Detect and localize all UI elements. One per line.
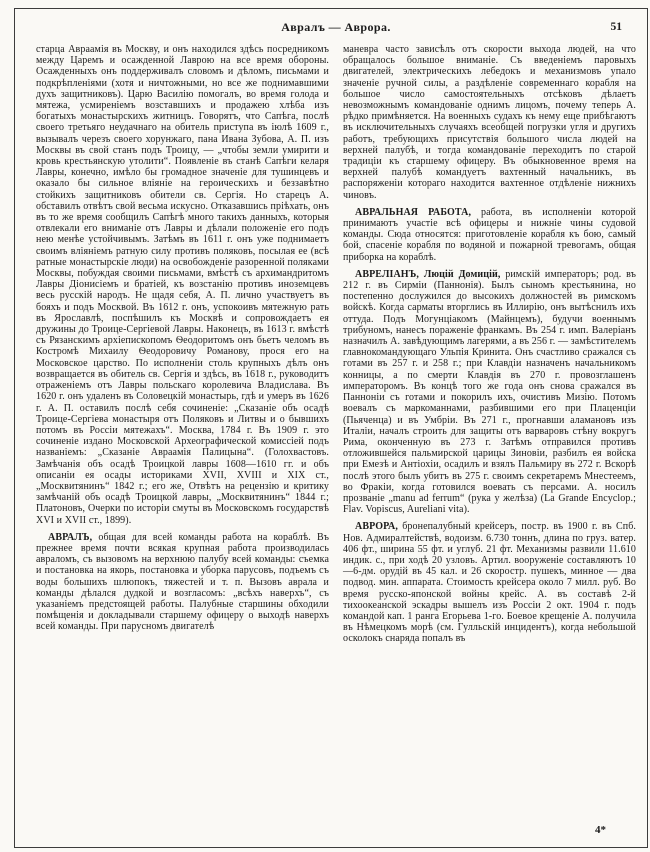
entry-body: бронепалубный крейсеръ, постр. въ 1900 г. въ Спб. Нов. Адмиралтействѣ, водоизм. 6.730 тоннъ, длина по груз. ватер. 406 фт., ширина 55 фт. и углуб. 21 фт. Механизмы развили 11.610 индик. с., при ходѣ 20 узловъ. Артил. вооруженіе составляютъ 10—6-дм. орудій въ 45 кал. и 26 скоростр. пушекъ, минное — два подвод. мин. аппарата. Стоимость крейсера около 7 милл. руб. Во время русско-японской войны крейс. А. въ составѣ 2-й тихоокеанской эскадры вышелъ изъ Россіи 2 окт. 1904 г. подъ командой кап. 1 ранга Егорьева 1-го. Боевое крещеніе А. получила въ Нѣмецкомъ морѣ (см. Гулльскій инцидентъ), когда небольшой осколокъ снаряда попалъ въ — [343, 521, 636, 645]
entry-body: римскій императоръ; род. въ 212 г. въ Сирміи (Паннонія). Былъ сыномъ крестьянина, но постепенно дослужился до высокихъ должностей въ римскомъ войскѣ. Когда сарматы вторглись въ Иллирію, онъ вытѣснилъ ихъ оттуда. Подъ Могунціакомъ (Майнцемъ), будучи военнымъ трибуномъ, нанесъ пораженіе франкамъ. Въ 254 г. имп. Валеріанъ назначилъ А. завѣдующимъ лагерями, а въ 256 г. — замѣстителемъ главнокомандующаго Ульпія Кринита. Онъ счастливо сражался съ готами въ 257 г. и 258 г.; при Клавдіи назначенъ начальникомъ конницы, а по смерти Клавдія въ 270 г. провозглашенъ императоромъ. Въ концѣ того же года онъ снова сражался въ Панноніи съ готами и покорилъ ихъ, очистивъ Мизію. Потомъ воевалъ съ маркоманнами, разбившими его при Плаценціи (Пьяченца) и въ Умбріи. Въ 271 г., прогнавши аламановъ изъ Италіи, началъ строить для защиты отъ варваровъ стѣну вокругъ Рима, оконченную въ 273 г. Затѣмъ отправился противъ отложившейся пальмирской царицы Зиновіи, разбилъ ея войска при Емезѣ и Антіохіи, осадилъ и взялъ Пальмиру въ 272 г. Вскорѣ послѣ этого былъ убитъ въ 275 г. своимъ секретаремъ Мнестеемъ, во Фракіи, когда готовился воевать съ персами. А. носилъ прозваніе „manu ad ferrum“ (рука у желѣза) (La Grande Encyclop.; Flav. Vopiscus, Aureliani vita). — [343, 268, 636, 516]
right-column — [343, 44, 636, 842]
entry-avrelian — [343, 269, 636, 515]
entry-headword: АВРОРА, — [355, 521, 398, 533]
entry-avral — [36, 532, 329, 633]
article-body: старца Авраамія въ Москву, и онъ находился здѣсь посредникомъ между Царемъ и осажденной Лаврою на все время обороны. Осажденныхъ онъ поддерживалъ словомъ и дѣломъ, письмами и подкрѣпленіями (хотя и ничтожными, но все же поднимавшими духъ защитниковъ). Царю Василію помогалъ, во время голода и мятежа, усмиреніемъ возставшихъ и продажею хлѣба изъ богатыхъ монастырскихъ житницъ. Говорятъ, что Сапѣга, послѣ своего третьяго неудачнаго на обитель приступа въ іюлѣ 1609 г., вызывалъ черезъ своего хорунжаго, пана Ивана Зубова, А. П. изъ Москвы въ свой станъ подъ Троицу, — „чтобы земли умирити и кровь крестьянскую утолити“. Появленіе въ станѣ Сапѣги келаря Лавры, конечно, имѣло бы громадное значеніе для тушинцевъ и оказало бы сильное вліяніе на героическихъ и беззавѣтно стойкихъ защитниковъ обители св. Сергія. Но старецъ А. обставилъ отвѣтъ свой весьма искусно. Отказавшись пріѣхать, онъ въ то же время сообщилъ Сапѣгѣ много такихъ данныхъ, которыя отвлекали его вниманіе отъ Лавры и дѣлали положеніе его подъ нею менѣе устойчивымъ. Затѣмъ въ 1611 г. онъ уже поднимаетъ своимъ вліяніемъ ратную силу противъ поляковъ, посылая ее (всѣ ратные монастырскіе люди) на освобожденіе разоренной поляками Москвы, побуждая своими письмами, вмѣстѣ съ архимандритомъ Лавры Діонисіемъ и братіей, къ возстанію противъ иноземцевъ весь русскій народъ. Не щадя себя, А. П. лично участвуетъ въ бояхъ и подъ Москвой. Въ 1612 г. онъ, успокоивъ мятежную рать въ Ярославлѣ, поспѣшилъ къ Москвѣ и сопровождаетъ ея дружины до Троице-Сергіевой Лавры. Наконецъ, въ 1613 г. вмѣстѣ съ Рязанскимъ архіепископомъ Ѳеодоритомъ онъ бьетъ челомъ въ Костромѣ Михаилу Ѳеодоровичу Романову, прося его на Московское царство. По исполненіи столь крупныхъ дѣлъ онъ возвращается въ обитель св. Сергія и здѣсь, въ 1618 г., руководитъ отраженіемъ отъ Лавры польскаго королевича Владислава. Въ 1620 г. онъ удаленъ въ Соловецкій монастырь, гдѣ и умеръ въ 1626 г. А. П. оставилъ послѣ себя сочиненіе: „Сказаніе объ осадѣ Троице-Сергіева монастыря отъ Поляковъ и Литвы и о бывшихъ потомъ въ Россіи мятежахъ“. Москва, 1784 г. Въ 1909 г. это сочиненіе издано Московской Археографической комиссіей подъ названіемъ: „Сказаніе Авраамія Палицына“. (Голохвастовъ. Замѣчанія объ осадѣ Троицкой лавры 1608—1610 гг. и объ описаніи ея осады историками XVII, XVIII и XIX ст., „Москвитянинъ“ 1842 г.; его же, Отвѣтъ на рецензію и критику замѣчаній объ осадѣ Троицкой лавры, „Москвитянинъ“ 1844 г.; Платоновъ, Очерки по исторіи смуты въ Московскомъ государствѣ XVI и XVII ст., 1899). — [36, 44, 329, 526]
page-number: 51 — [610, 21, 622, 33]
running-head: Авралъ — Аврора. — [281, 20, 391, 34]
entry-body: работа, въ исполненіи которой принимаютъ участіе всѣ офицеры и нижніе чины судовой команды. Сюда относятся: приготовленіе корабля къ бою, самый бой, спасеніе корабля по водяной и пожарной тревогамъ, общая приборка на кораблѣ. — [343, 206, 636, 263]
entry-body: общая для всей команды работа на кораблѣ. Въ прежнее время почти всякая крупная работа производилась авраломъ, съ вызовомъ на верхнюю палубу всей команды: съемка и постановка на якорь, постановка и уборка парусовъ, подъемъ съ воды большихъ шлюпокъ, тяжестей и т. п. Вызовъ аврала и команды дѣлался дудкой и возгласомъ: „всѣхъ наверхъ“, съ указаніемъ предстоящей работы. Палубные старшины обходили помѣщенія и докладывали старшему офицеру о выходѣ наверхъ всей команды. При парусномъ двигателѣ — [36, 531, 329, 633]
entry-headword: АВРАЛЪ, — [48, 531, 93, 543]
article-continuation-avraamy — [36, 44, 329, 526]
page-header — [36, 20, 636, 36]
left-column — [36, 44, 329, 842]
entry-body: маневра часто зависѣлъ отъ скорости выхода людей, на что обращалось большое вниманіе. Съ введеніемъ паровыхъ двигателей, электрическихъ лебедокъ и механизмовъ упало значеніе ручной силы, а раздѣленіе современнаго корабля на большое число самостоятельныхъ отсѣковъ дѣлаетъ невозможнымъ командованіе однимъ лицомъ, почему теперь А. рѣдко примѣняется. На военныхъ судахъ къ нему еще прибѣгаютъ въ исключительныхъ случаяхъ всеобщей погрузки угля и другихъ работъ, требующихъ присутствія большого числа людей на верхней палубѣ, и тогда командованіе переходитъ по старой традиціи къ старшему офицеру. Въ обыкновенное время на верхней палубѣ командуетъ вахтенный начальникъ, въ распоряженіи котораго находится вахтенное отдѣленіе нижнихъ чиновъ. — [343, 44, 636, 201]
entry-avralnaya-rabota — [343, 207, 636, 263]
entry-avral-continuation — [343, 44, 636, 201]
entry-headword: АВРАЛЬНАЯ РАБОТА, — [355, 206, 472, 218]
entry-avrora — [343, 521, 636, 644]
text-columns — [36, 44, 636, 842]
entry-headword: АВРЕЛІАНЪ, Люцій Домицій, — [355, 268, 501, 280]
printer-signature-mark: 4* — [595, 824, 606, 836]
